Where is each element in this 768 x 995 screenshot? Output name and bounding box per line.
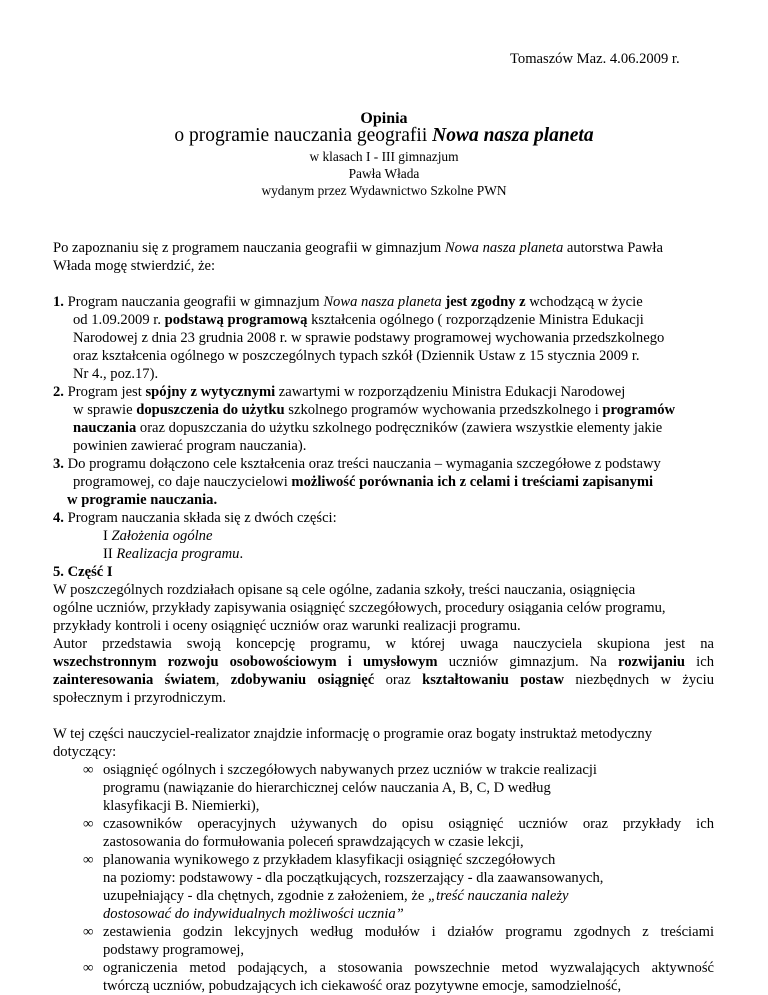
point-2: 2. Program jest spójny z wytycznymi zawartymi w rozporządzeniu Ministra Edukacji Narodowej w sprawie dopuszczenia do użytku szkolnego programów wychowania przedszkolnego i programów nauczania oraz dopuszczania do użytku szkolnego podręczników (zawiera wszystkie elementy jakie powinien zawierać program nauczania).: [53, 384, 676, 454]
point-3: 3. Do programu dołączono cele kształcenia oraz treści nauczania – wymagania szczegółowe z podstawy programowej, co daje nauczycielowi możliwość porównania ich z celami i treściami zapisanymi w programie nauczania.: [53, 456, 661, 508]
infinity-bullet-icon: ∞: [83, 924, 94, 940]
infinity-bullet-icon: ∞: [83, 762, 94, 778]
list-item: ∞ planowania wynikowego z przykładem klasyfikacji osiągnięć szczegółowych na poziomy: podstawowy - dla początkujących, rozszerzający - dla zaawansowanych, uzupełniający - dla chętnych, zgodnie z założeniem, że „treść nauczania należy dostosować do indywidualnych możliwości ucznia”: [83, 852, 604, 922]
point-1: 1. Program nauczania geografii w gimnazjum Nowa nasza planeta jest zgodny z wchodzącą w życie od 1.09.2009 r. podstawą programową kształcenia ogólnego ( rozporządzenie Ministra Edukacji Narodowej z dnia 23 grudnia 2008 r. w sprawie podstawy programowej wychowania przedszkolnego oraz kształcenia ogólnego w poszczególnych typach szkół (Dziennik Ustaw z 15 stycznia 2009 r. Nr 4., poz.17).: [53, 294, 665, 382]
point-4: 4. Program nauczania składa się z dwóch części: I Założenia ogólne II Realizacja programu.: [53, 510, 337, 562]
intro-paragraph: Po zapoznaniu się z programem nauczania geografii w gimnazjum Nowa nasza planeta autorstwa Pawła Włada mogę stwierdzić, że:: [53, 240, 663, 274]
document-body: [53, 239, 714, 995]
point-5: 5. Część I W poszczególnych rozdziałach opisane są cele ogólne, zadania szkoły, treści nauczania, osiągnięcia ogólne uczniów, przykłady zapisywania osiągnięć szczegółowych, procedury osiągania celów programu, przykłady kontroli i oceny osiągnięć uczniów oraz warunki realizacji programu. Autor przedstawia swoją koncepcję programu, w której uwaga nauczyciela skupiona jest na wszechstronnym rozwoju osobowościowym i umysłowym uczniów gimnazjum. Na rozwijaniu ich zainteresowania światem, zdobywaniu osiągnięć oraz kształtowaniu postaw niezbędnych w życiu społecznym i przyrodniczym.: [53, 564, 714, 706]
infinity-bullet-icon: ∞: [83, 852, 94, 868]
list-item: ∞ zestawienia godzin lekcyjnych według modułów i działów programu zgodnych z treściami podstawy programowej,: [83, 924, 714, 958]
date-line: Tomaszów Maz. 4.06.2009 r.: [510, 51, 680, 67]
subtitle-publisher: wydanym przez Wydawnictwo Szkolne PWN: [261, 183, 507, 198]
subtitle-author: Pawła Włada: [348, 166, 420, 181]
subtitle-classes: w klasach I - III gimnazjum: [309, 149, 459, 164]
point-6: W tej części nauczyciel-realizator znajdzie informację o programie oraz bogaty instruktaż metodyczny dotyczący: ∞ osiągnięć ogólnych i szczegółowych nabywanych przez uczniów w trakcie realizacji programu (nawiązanie do hierarchicznej celów nauczania A, B, C, D według klasyfikacji B. Niemierki), ∞ czasowników operacyjnych używanych do opisu osiągnięć uczniów oraz przykłady ich zastosowania do formułowania poleceń sprawdzających w czasie lekcji, ∞ planowania wynikowego z przykładem klasyfikacji osiągnięć szczegółowych na poziomy: podstawowy - dla początkujących, rozszerzający - dla zaawansowanych, uzupełniający - dla chętnych, zgodnie z założeniem, że „treść nauczania należy dostosować do indywidualnych możliwości ucznia” ∞ zestawienia godzin lekcyjnych według modułów i działów programu zgodnych z treściami podstawy programowej, ∞ ograniczenia metod podających, a stosowania powszechnie metod wyzwalających aktywność twórczą uczniów, pobudzających ich ciekawość oraz pozytywne emocje, samodzielność,: [53, 726, 714, 994]
infinity-bullet-icon: ∞: [83, 816, 94, 832]
document-title: Opinia: [360, 110, 408, 127]
document-subtitle: o programie nauczania geografii Nowa nasza planeta: [174, 125, 594, 146]
list-item: ∞ osiągnięć ogólnych i szczegółowych nabywanych przez uczniów w trakcie realizacji programu (nawiązanie do hierarchicznej celów nauczania A, B, C, D według klasyfikacji B. Niemierki),: [83, 762, 597, 814]
infinity-bullet-icon: ∞: [83, 960, 94, 976]
list-item: ∞ czasowników operacyjnych używanych do opisu osiągnięć uczniów oraz przykłady ich zastosowania do formułowania poleceń sprawdzających w czasie lekcji,: [83, 816, 714, 850]
list-item: ∞ ograniczenia metod podających, a stosowania powszechnie metod wyzwalających aktywność twórczą uczniów, pobudzających ich ciekawość oraz pozytywne emocje, samodzielność,: [83, 960, 714, 994]
